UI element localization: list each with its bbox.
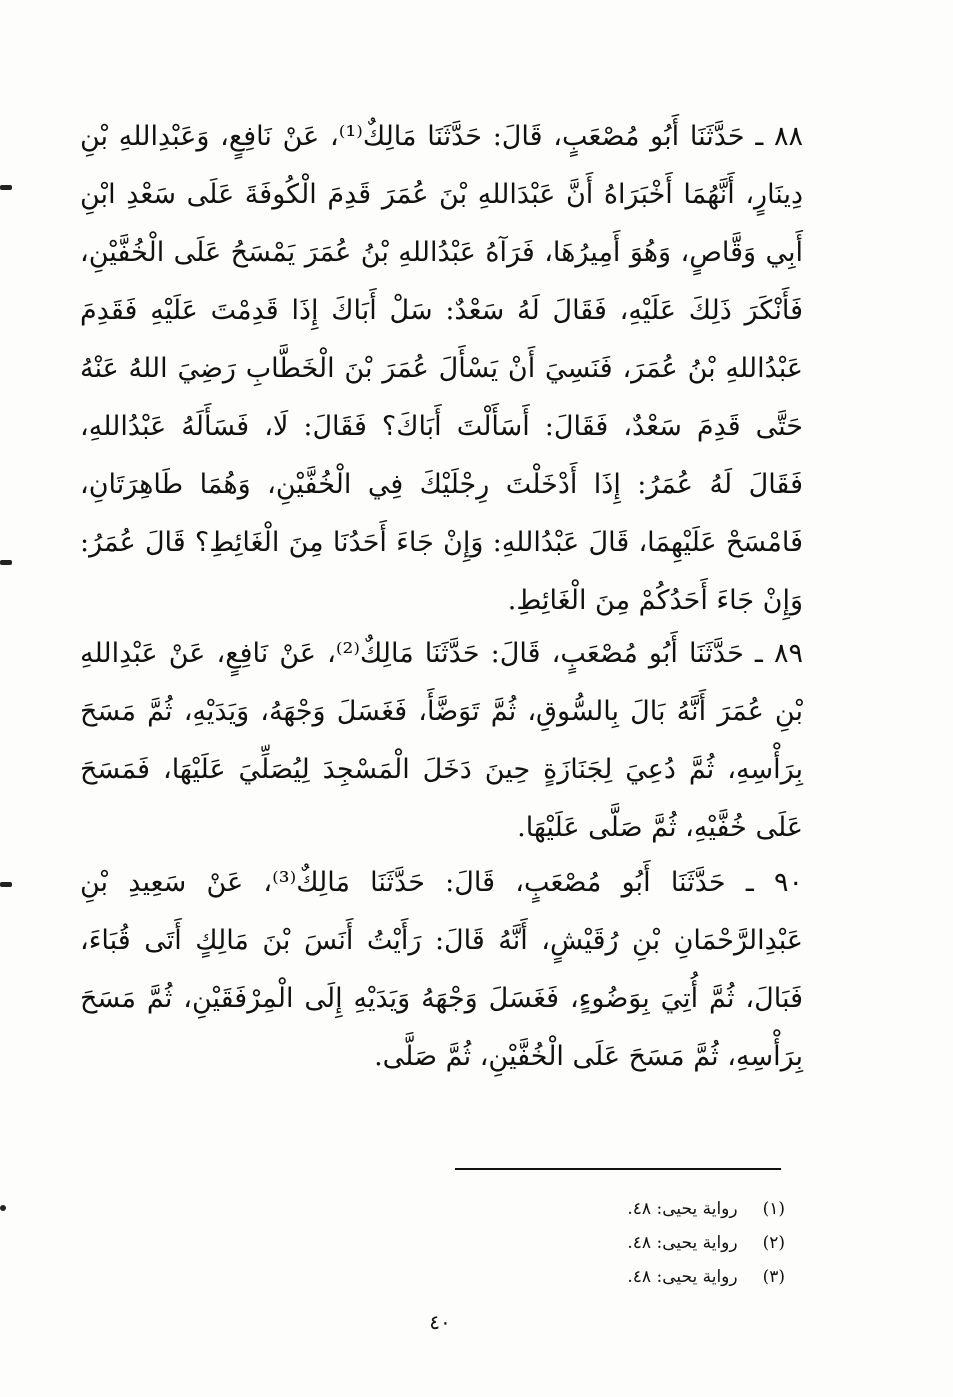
hadith-number: ٨٩: [773, 638, 803, 669]
footnote-number: (٣): [762, 1267, 785, 1287]
footnote: [425, 1260, 785, 1294]
hadith-text: ـ حَدَّثَنَا أَبُو مُصْعَبٍ، قَالَ: حَدَّثَنَا مَالِكٌ⁽¹⁾، عَنْ نَافِعٍ، وَعَبْدِاللهِ بْنِ دِينَارٍ، أَنَّهُمَا أَخْبَرَاهُ أَنَّ عَبْدَاللهِ بْنَ عُمَرَ قَدِمَ الْكُوفَةَ عَلَى سَعْدِ ابْنِ أَبِي وَقَّاصٍ، وَهُوَ أَمِيرُهَا، فَرَآهُ عَبْدُاللهِ بْنُ عُمَرَ يَمْسَحُ عَلَى الْخُفَّيْنِ، فَأَنْكَرَ ذَلِكَ عَلَيْهِ، فَقَالَ لَهُ سَعْدٌ: سَلْ أَبَاكَ إِذَا قَدِمْتَ عَلَيْهِ فَقَدِمَ عَبْدُاللهِ بْنُ عُمَرَ، فَنَسِيَ أَنْ يَسْأَلَ عُمَرَ بْنَ الْخَطَّابِ رَضِيَ اللهُ عَنْهُ حَتَّى قَدِمَ سَعْدٌ، فَقَالَ: أَسَأَلْتَ أَبَاكَ؟ فَقَالَ: لَا، فَسَأَلَهُ عَبْدُاللهِ، فَقَالَ لَهُ عُمَرُ: إِذَا أَدْخَلْتَ رِجْلَيْكَ فِي الْخُفَّيْنِ، وَهُمَا طَاهِرَتَانِ، فَامْسَحْ عَلَيْهِمَا، قَالَ عَبْدُاللهِ: وَإِنْ جَاءَ أَحَدُنَا مِنَ الْغَائِطِ؟ قَالَ عُمَرُ: وَإِنْ جَاءَ أَحَدُكُمْ مِنَ الْغَائِطِ.: [80, 121, 803, 616]
margin-mark: [0, 882, 12, 887]
hadith-paragraph-88: [80, 108, 803, 630]
margin-mark: [0, 185, 12, 190]
footnote-text: رواية يحيى: ٤٨.: [627, 1233, 738, 1253]
hadith-number: ٨٨: [773, 121, 803, 152]
hadith-paragraph-90: [80, 854, 803, 1086]
hadith-text: ـ حَدَّثَنَا أَبُو مُصْعَبٍ، قَالَ: حَدَّثَنَا مَالِكٌ⁽²⁾، عَنْ نَافِعٍ، عَنْ عَبْدِاللهِ بْنِ عُمَرَ أَنَّهُ بَالَ بِالسُّوقِ، ثُمَّ تَوَضَّأَ، فَغَسَلَ وَجْهَهُ، وَيَدَيْهِ، ثُمَّ مَسَحَ بِرَأْسِهِ، ثُمَّ دُعِيَ لِجَنَازَةٍ حِينَ دَخَلَ الْمَسْجِدَ لِيُصَلِّيَ عَلَيْهَا، فَمَسَحَ عَلَى خُفَّيْهِ، ثُمَّ صَلَّى عَلَيْهَا.: [80, 638, 803, 843]
hadith-number: ٩٠: [773, 867, 803, 898]
footnotes: [425, 1192, 785, 1294]
footnote: [425, 1192, 785, 1226]
footnote-number: (١): [762, 1199, 785, 1219]
hadith-text: ـ حَدَّثَنَا أَبُو مُصْعَبٍ، قَالَ: حَدَّثَنَا مَالِكٌ⁽³⁾، عَنْ سَعِيدِ بْنِ عَبْدِالرَّحْمَانِ بْنِ رُقَيْشٍ، أَنَّهُ قَالَ: رَأَيْتُ أَنَسَ بْنَ مَالِكٍ أَتَى قُبَاءَ، فَبَالَ، ثُمَّ أُتِيَ بِوَضُوءٍ، فَغَسَلَ وَجْهَهُ وَيَدَيْهِ إِلَى الْمِرْفَقَيْنِ، ثُمَّ مَسَحَ بِرَأْسِهِ، ثُمَّ مَسَحَ عَلَى الْخُفَّيْنِ، ثُمَّ صَلَّى.: [80, 867, 803, 1072]
page-number: ٤٠: [429, 1310, 451, 1334]
footnote-number: (٢): [762, 1233, 785, 1253]
footnote: [425, 1226, 785, 1260]
footnote-text: رواية يحيى: ٤٨.: [627, 1267, 738, 1287]
footnote-text: رواية يحيى: ٤٨.: [627, 1199, 738, 1219]
footnote-separator: [455, 1168, 781, 1170]
hadith-paragraph-89: [80, 625, 803, 857]
margin-mark: [0, 560, 12, 565]
margin-mark: [0, 1205, 6, 1211]
